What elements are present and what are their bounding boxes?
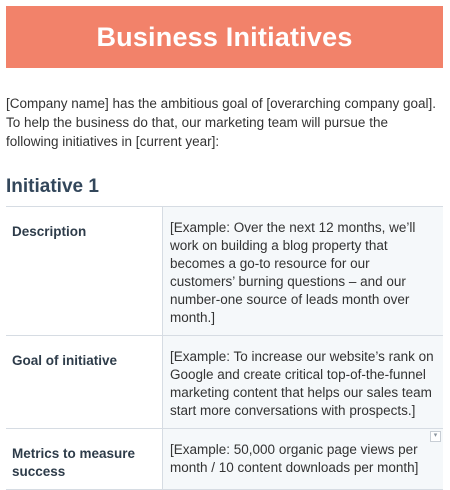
row-label-description: Description (6, 207, 163, 336)
intro-paragraph: [Company name] has the ambitious goal of [overarching company goal]. To help the business do that, our marketing team will pursue the following initiatives in [current year]: (6, 96, 436, 149)
initiative-table (6, 206, 443, 490)
row-label-goal: Goal of initiative (6, 336, 163, 429)
row-value-goal[interactable]: [Example: To increase our website’s rank on Google and create critical top-of-the-funnel marketing content that helps our sales team start more conversations with prospects.] (163, 336, 444, 429)
page-title: Business Initiatives (96, 21, 353, 52)
row-value-metrics: [Example: 50,000 organic page views per month / 10 content downloads per month] (170, 442, 419, 475)
table-row-goal (6, 336, 443, 429)
chevron-down-icon[interactable]: ▾ (430, 431, 441, 442)
table-row-description (6, 207, 443, 336)
row-value-metrics-cell[interactable] (163, 429, 444, 490)
row-value-description[interactable]: [Example: Over the next 12 months, we’ll work on building a blog property that becomes a go-to resource for our customers’ burning questions – and our number-one source of leads month over month.] (163, 207, 444, 336)
row-label-metrics: Metrics to measure success (6, 429, 163, 490)
initiative-heading: Initiative 1 (6, 176, 99, 197)
title-banner (6, 6, 443, 68)
table-row-metrics (6, 429, 443, 490)
